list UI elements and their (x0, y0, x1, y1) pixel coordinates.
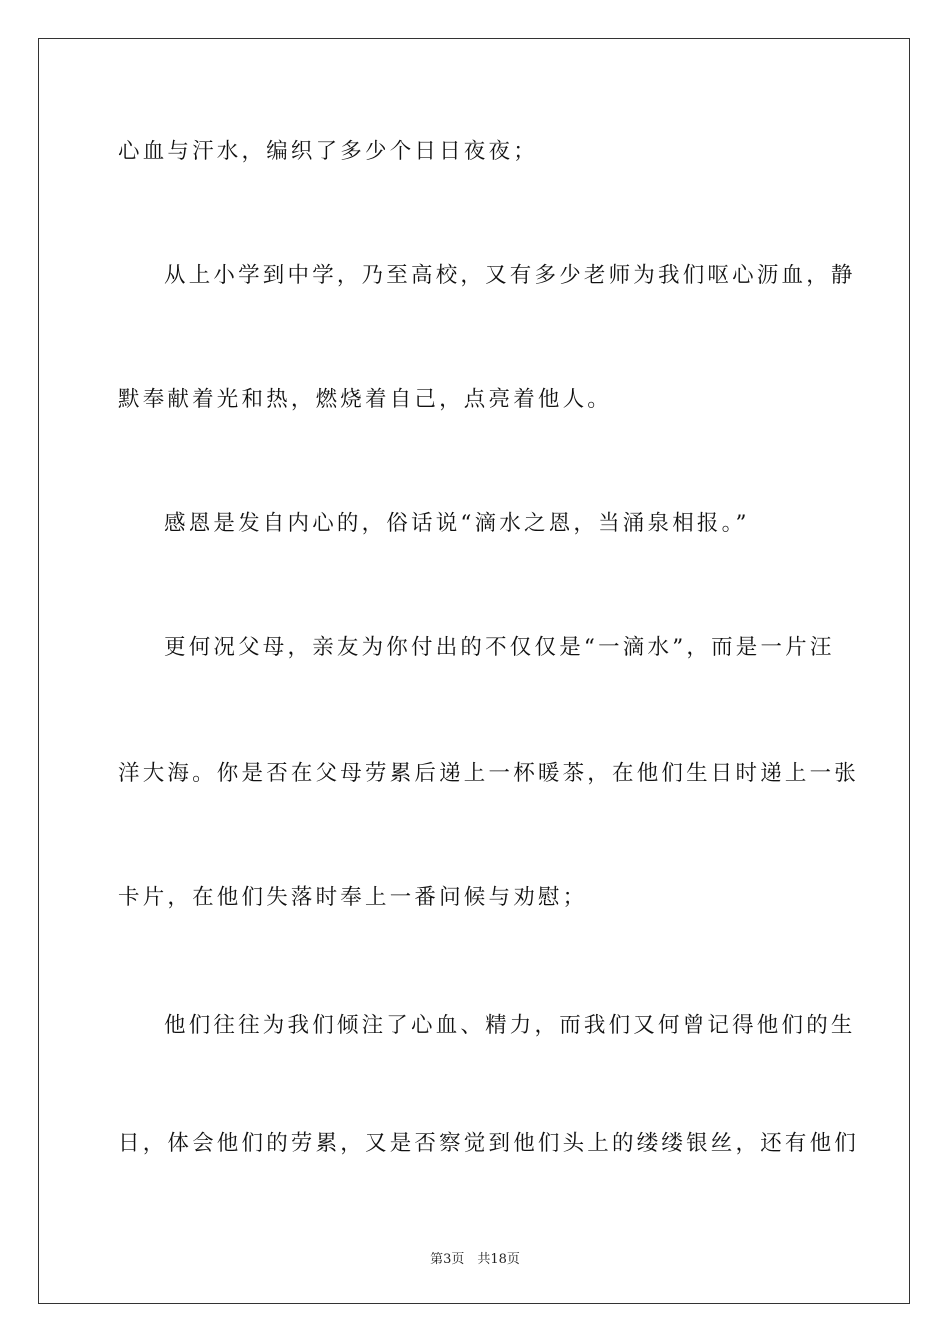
page-border (38, 38, 910, 1304)
paragraph-start-line: 他们往往为我们倾注了心血、精力，而我们又何曾记得他们的生 (164, 1013, 856, 1038)
paragraph-start-line: 从上小学到中学，乃至高校，又有多少老师为我们呕心沥血，静 (164, 263, 856, 288)
text-line: 默奉献着光和热，燃烧着自己，点亮着他人。 (118, 387, 613, 412)
paragraph-start-line: 感恩是发自内心的，俗话说“滴水之恩，当涌泉相报。” (164, 511, 750, 536)
text-line: 卡片，在他们失落时奉上一番问候与劝慰； (118, 885, 588, 910)
text-line: 日，体会他们的劳累，又是否察觉到他们头上的缕缕银丝，还有他们 (118, 1131, 860, 1156)
text-line: 心血与汗水，编织了多少个日日夜夜； (118, 139, 538, 164)
paragraph-start-line: 更何况父母，亲友为你付出的不仅仅是“一滴水”，而是一片汪 (164, 635, 835, 660)
text-line: 洋大海。你是否在父母劳累后递上一杯暖茶，在他们生日时递上一张 (118, 761, 860, 786)
page-number-footer: 第3页 共18页 (430, 1252, 520, 1267)
